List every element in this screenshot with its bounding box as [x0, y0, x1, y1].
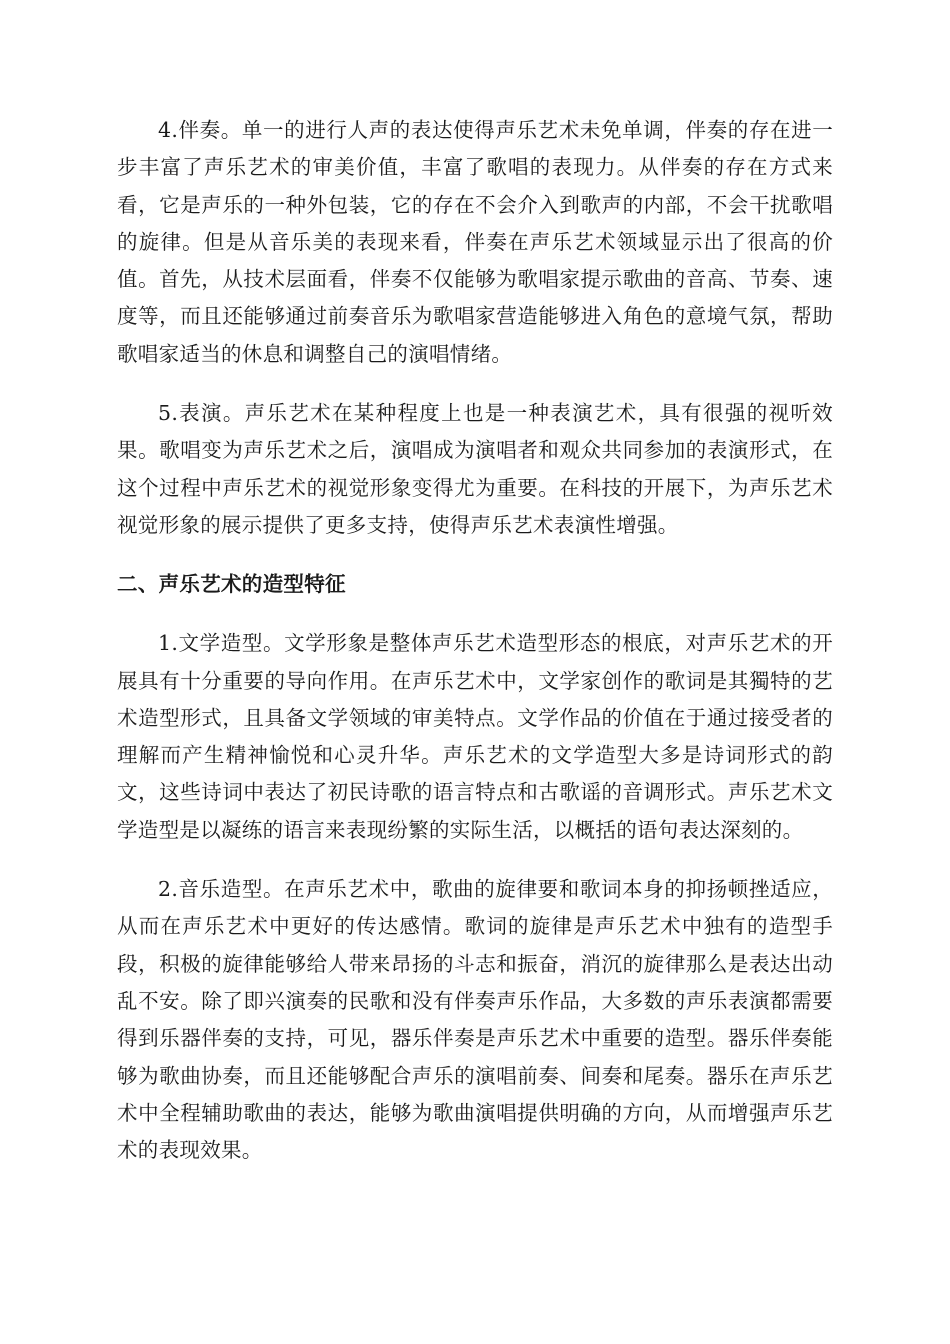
paragraph-performance: 5.表演。声乐艺术在某种程度上也是一种表演艺术，具有很强的视听效果。歌唱变为声乐艺术之后，演唱成为演唱者和观众共同参加的表演形式，在这个过程中声乐艺术的视觉形象变得尤为重要。在科技的开展下，为声乐艺术视觉形象的展示提供了更多支持，使得声乐艺术表演性增强。	[117, 401, 833, 537]
paragraph-literary-modeling: 1.文学造型。文学形象是整体声乐艺术造型形态的根底，对声乐艺术的开展具有十分重要的导向作用。在声乐艺术中，文学家创作的歌词是其獨特的艺术造型形式，且具备文学领域的审美特点。文学作品的价值在于通过接受者的理解而产生精神愉悦和心灵升华。声乐艺术的文学造型大多是诗词形式的韵文，这些诗词中表达了初民诗歌的语言特点和古歌谣的音调形式。声乐艺术文学造型是以凝练的语言来表现纷繁的实际生活，以概括的语句表达深刻的。	[117, 631, 833, 842]
paragraph-accompaniment: 4.伴奏。单一的进行人声的表达使得声乐艺术未免单调，伴奏的存在进一步丰富了声乐艺术的审美价值，丰富了歌唱的表现力。从伴奏的存在方式来看，它是声乐的一种外包装，它的存在不会介入到歌声的内部，不会干扰歌唱的旋律。但是从音乐美的表现来看，伴奏在声乐艺术领域显示出了很高的价值。首先，从技术层面看，伴奏不仅能够为歌唱家提示歌曲的音高、节奏、速度等，而且还能够通过前奏音乐为歌唱家营造能够进入角色的意境气氛，帮助歌唱家适当的休息和调整自己的演唱情绪。	[117, 118, 833, 366]
section-heading: 二、声乐艺术的造型特征	[117, 572, 346, 597]
document-page	[117, 112, 833, 1169]
paragraph-music-modeling: 2.音乐造型。在声乐艺术中，歌曲的旋律要和歌词本身的抑扬顿挫适应，从而在声乐艺术中更好的传达感情。歌词的旋律是声乐艺术中独有的造型手段，积极的旋律能够给人带来昂扬的斗志和振奋，消沉的旋律那么是表达出动乱不安。除了即兴演奏的民歌和没有伴奏声乐作品，大多数的声乐表演都需要得到乐器伴奏的支持，可见，器乐伴奏是声乐艺术中重要的造型。器乐伴奏能够为歌曲协奏，而且还能够配合声乐的演唱前奏、间奏和尾奏。器乐在声乐艺术中全程辅助歌曲的表达，能够为歌曲演唱提供明确的方向，从而增强声乐艺术的表现效果。	[117, 877, 833, 1163]
